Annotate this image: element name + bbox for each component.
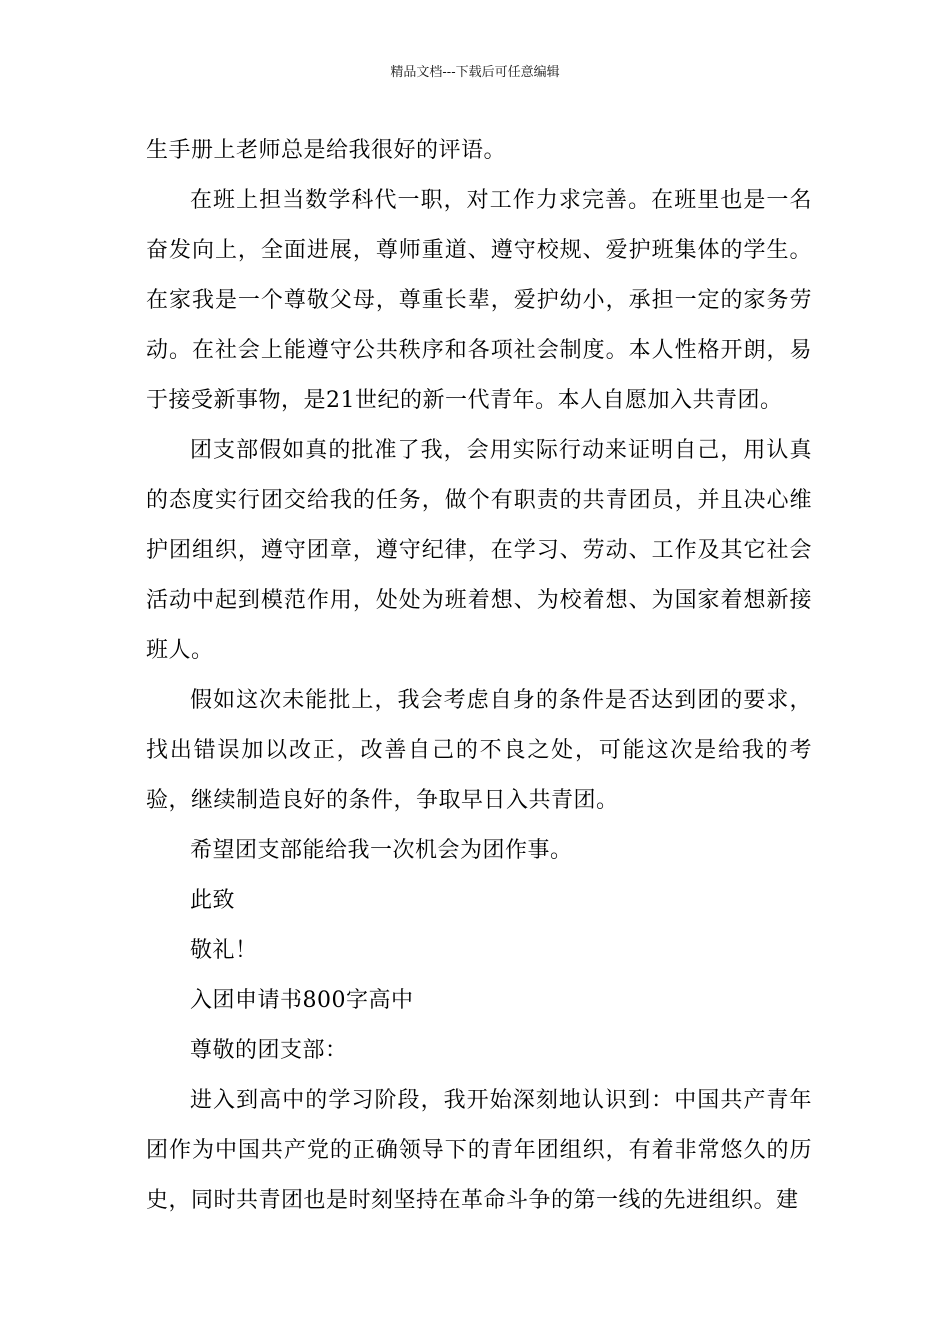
closing-cizhi: 此致	[190, 888, 236, 913]
paragraph-continuation: 生手册上老师总是给我很好的评语。	[146, 138, 507, 163]
paragraph-intro: 进入到高中的学习阶段，我开始深刻地认识到：中国共产青年团作为中国共产党的正确领导下的青年团组织，有着非常悠久的历史，同时共青团也是时刻坚持在革命斗争的第一线的先进组织。建	[146, 1088, 812, 1213]
section-title: 入团申请书800字高中	[190, 988, 414, 1013]
document-body	[146, 126, 812, 1226]
closing-jingli: 敬礼！	[190, 938, 258, 963]
paragraph-commitment: 团支部假如真的批准了我，会用实际行动来证明自己，用认真的态度实行团交给我的任务，做个有职责的共青团员，并且决心维护团组织，遵守团章，遵守纪律，在学习、劳动、工作及其它社会活动中起到模范作用，处处为班着想、为校着想、为国家着想新接班人。	[146, 438, 812, 663]
paragraph-if-rejected: 假如这次未能批上，我会考虑自身的条件是否达到团的要求，找出错误加以改正，改善自己的不良之处，可能这次是给我的考验，继续制造良好的条件，争取早日入共青团。	[146, 688, 812, 813]
paragraph-hope: 希望团支部能给我一次机会为团作事。	[190, 838, 573, 863]
page-header: 精品文档---下载后可任意编辑	[390, 65, 560, 80]
paragraph-duties: 在班上担当数学科代一职，对工作力求完善。在班里也是一名奋发向上，全面进展，尊师重道、遵守校规、爱护班集体的学生。在家我是一个尊敬父母，尊重长辈，爱护幼小，承担一定的家务劳动。在社会上能遵守公共秩序和各项社会制度。本人性格开朗，易于接受新事物，是21世纪的新一代青年。本人自愿加入共青团。	[146, 188, 812, 413]
salutation: 尊敬的团支部：	[190, 1038, 348, 1063]
